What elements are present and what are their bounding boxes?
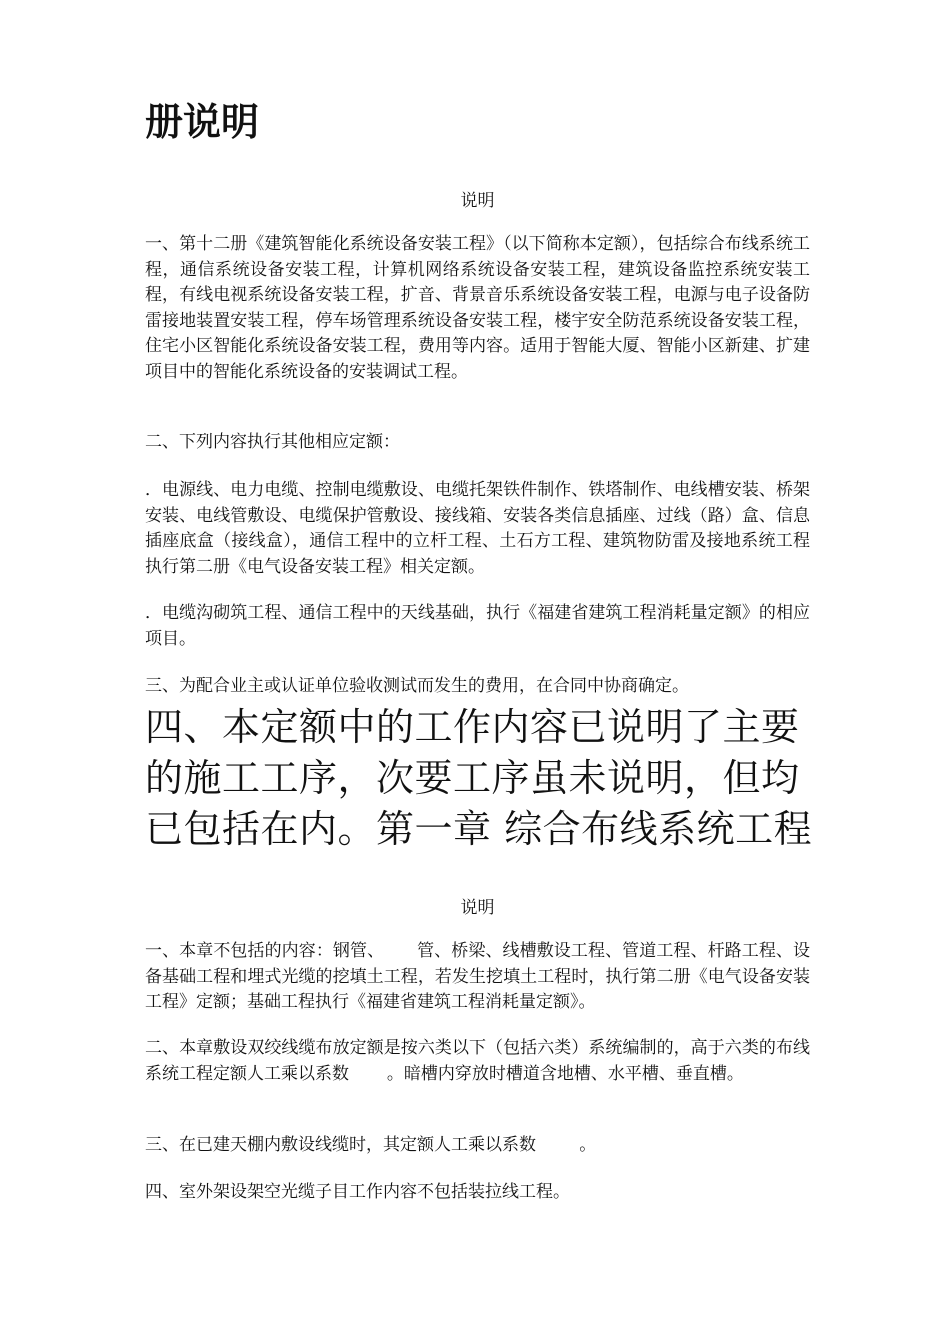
paragraph-scope: 一、第十二册《建筑智能化系统设备安装工程》（以下简称本定额），包括综合布线系统工程，通信系统设备安装工程，计算机网络系统设备安装工程，建筑设备监控系统安装工程，有线电视系统设备安装工程，扩音、背景音乐系统设备安装工程，电源与电子设备防雷接地装置安装工程，停车场管理系统设备安装工程，楼宇安全防范系统设备安装工程，住宅小区智能化系统设备安装工程，费用等内容。适用于智能大厦、智能小区新建、扩建项目中的智能化系统设备的安装调试工程。: [145, 234, 810, 382]
paragraph-testing-cost: 三、为配合业主或认证单位验收测试而发生的费用，在合同中协商确定。: [145, 676, 689, 696]
chapter-section-heading: 说明: [460, 898, 495, 918]
paragraph-civil: ．电缆沟砌筑工程、通信工程中的天线基础，执行《福建省建筑工程消耗量定额》的相应项目。: [145, 603, 810, 649]
paragraph-electrical: ．电源线、电力电缆、控制电缆敷设、电缆托架铁件制作、铁塔制作、电线槽安装、桥架安装、电线管敷设、电缆保护管敷设、接线箱、安装各类信息插座、过线（路）盒、信息插座底盒（接线盒），通信工程中的立杆工程、土石方工程、建筑物防雷及接地系统工程执行第二册《电气设备安装工程》相关定额。: [145, 480, 810, 577]
section-heading: 说明: [460, 191, 495, 211]
paragraph-ceiling: 三、在已建天棚内敷设线缆时，其定额人工乘以系数 。: [145, 1135, 597, 1155]
paragraph-aerial-cable: 四、室外架设架空光缆子目工作内容不包括装拉线工程。: [145, 1182, 570, 1202]
chapter-title: 已包括在内。第一章 综合布线系统工程: [145, 807, 813, 851]
volume-title: 册说明: [145, 99, 260, 144]
paragraph-other-quotas: 二、下列内容执行其他相应定额：: [145, 432, 400, 452]
paragraph-twisted-pair: 二、本章敷设双绞线缆布放定额是按六类以下（包括六类）系统编制的，高于六类的布线系统工程定额人工乘以系数 。暗槽内穿放时槽道含地槽、水平槽、垂直槽。: [145, 1038, 810, 1084]
paragraph-exclusions: 一、本章不包括的内容：钢管、 管、桥梁、线槽敷设工程、管道工程、杆路工程、设备基础工程和埋式光缆的挖填土工程，若发生挖填土工程时，执行第二册《电气设备安装工程》定额；基础工程执行《福建省建筑工程消耗量定额》。: [145, 941, 810, 1013]
large-line-2: 的施工工序，次要工序虽未说明，但均: [145, 756, 800, 800]
large-line-1: 四、本定额中的工作内容已说明了主要: [145, 705, 800, 749]
